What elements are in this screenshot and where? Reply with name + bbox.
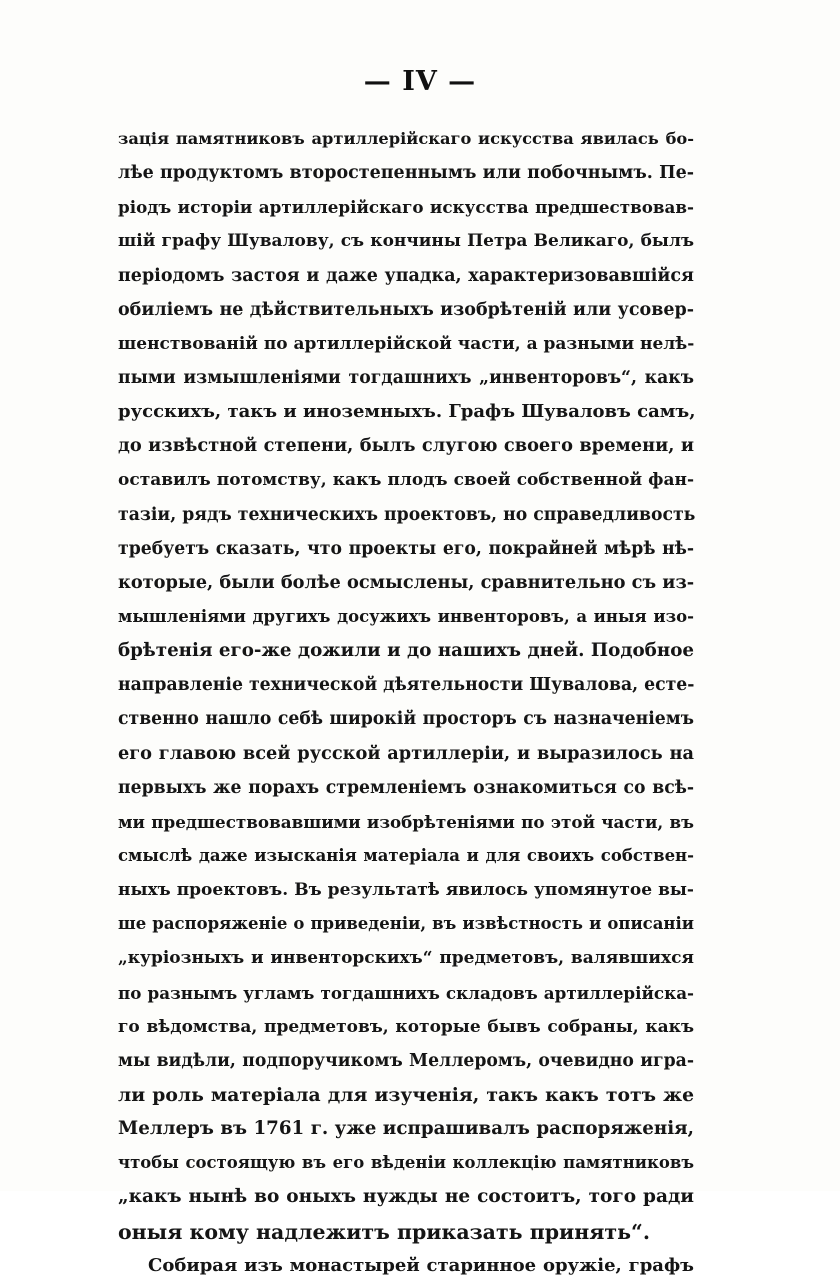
text-line: оставилъ потомству, какъ плодъ своей собственной фан-	[118, 470, 694, 491]
text-line: оныя кому надлежитъ приказать принять“.	[118, 1219, 650, 1244]
text-line: направленіе технической дѣятельности Шувалова, есте-	[118, 675, 695, 696]
page-number: — IV —	[363, 66, 477, 97]
text-line: обиліемъ не дѣйствительныхъ изобрѣтеній или усовер-	[118, 299, 694, 320]
text-line: брѣтенія его-же дожили и до нашихъ дней. Подобное	[118, 640, 694, 662]
text-line: періодомъ застоя и даже упадка, характеризовавшійся	[118, 265, 694, 286]
text-line: ныхъ проектовъ. Въ результатѣ явилось упомянутое вы-	[118, 880, 694, 901]
text-line: го вѣдомства, предметовъ, которые бывъ собраны, какъ	[118, 1016, 694, 1037]
text-line: зація памятниковъ артиллерійскаго искусства явилась бо-	[118, 129, 694, 148]
text-line: ли роль матеріала для изученія, такъ какъ тотъ же	[118, 1083, 694, 1106]
text-line: чтобы состоящую въ его вѣденіи коллекцію памятниковъ	[118, 1153, 694, 1173]
text-line: „какъ нынѣ во оныхъ нужды не состоитъ, того ради	[118, 1186, 694, 1208]
text-line: требуетъ сказать, что проекты его, покрайней мѣрѣ нѣ-	[118, 538, 694, 559]
body-text	[118, 122, 694, 1283]
text-line: до извѣстной степени, былъ слугою своего времени, и	[118, 435, 694, 457]
text-line: ше распоряженіе о приведеніи, въ извѣстность и описаніи	[118, 914, 694, 934]
text-line: шенствованій по артиллерійской части, а разными нелѣ-	[118, 333, 695, 354]
text-line: тазіи, рядъ техническихъ проектовъ, но справедливость	[118, 504, 696, 525]
text-line: ственно нашло себѣ широкій просторъ съ назначеніемъ	[118, 709, 694, 730]
text-line: смыслѣ даже изысканія матеріала и для своихъ собствен-	[118, 845, 694, 865]
text-line: ріодъ исторіи артиллерійскаго искусства предшествовав-	[118, 197, 694, 218]
text-line: Меллеръ въ 1761 г. уже испрашивалъ распоряженія,	[118, 1118, 694, 1140]
text-line: его главою всей русской артиллеріи, и выразилось на	[118, 742, 694, 764]
text-line: мышленіями другихъ досужихъ инвенторовъ, а иныя изо-	[118, 606, 694, 626]
text-line: которые, были болѣе осмыслены, сравнительно съ из-	[118, 571, 695, 593]
text-line: шій графу Шувалову, съ кончины Петра Великаго, былъ	[118, 231, 694, 252]
text-line: Собирая изъ монастырей старинное оружіе, графъ	[148, 1254, 694, 1276]
text-line: ми предшествовавшими изобрѣтеніями по этой части, въ	[118, 811, 694, 832]
text-line: „куріозныхъ и инвенторскихъ“ предметовъ, валявшихся	[118, 948, 694, 969]
text-line: пыми измышленіями тогдашнихъ „инвенторовъ“, какъ	[118, 367, 694, 388]
text-line: русскихъ, такъ и иноземныхъ. Графъ Шуваловъ самъ,	[118, 401, 696, 423]
text-line: первыхъ же порахъ стремленіемъ ознакомиться со всѣ-	[118, 777, 694, 798]
text-line: лѣе продуктомъ второстепеннымъ или побочнымъ. Пе-	[118, 163, 694, 184]
text-line: мы видѣли, подпоручикомъ Меллеромъ, очевидно игра-	[118, 1050, 694, 1071]
text-line: по разнымъ угламъ тогдашнихъ складовъ артиллерійска-	[118, 982, 694, 1003]
